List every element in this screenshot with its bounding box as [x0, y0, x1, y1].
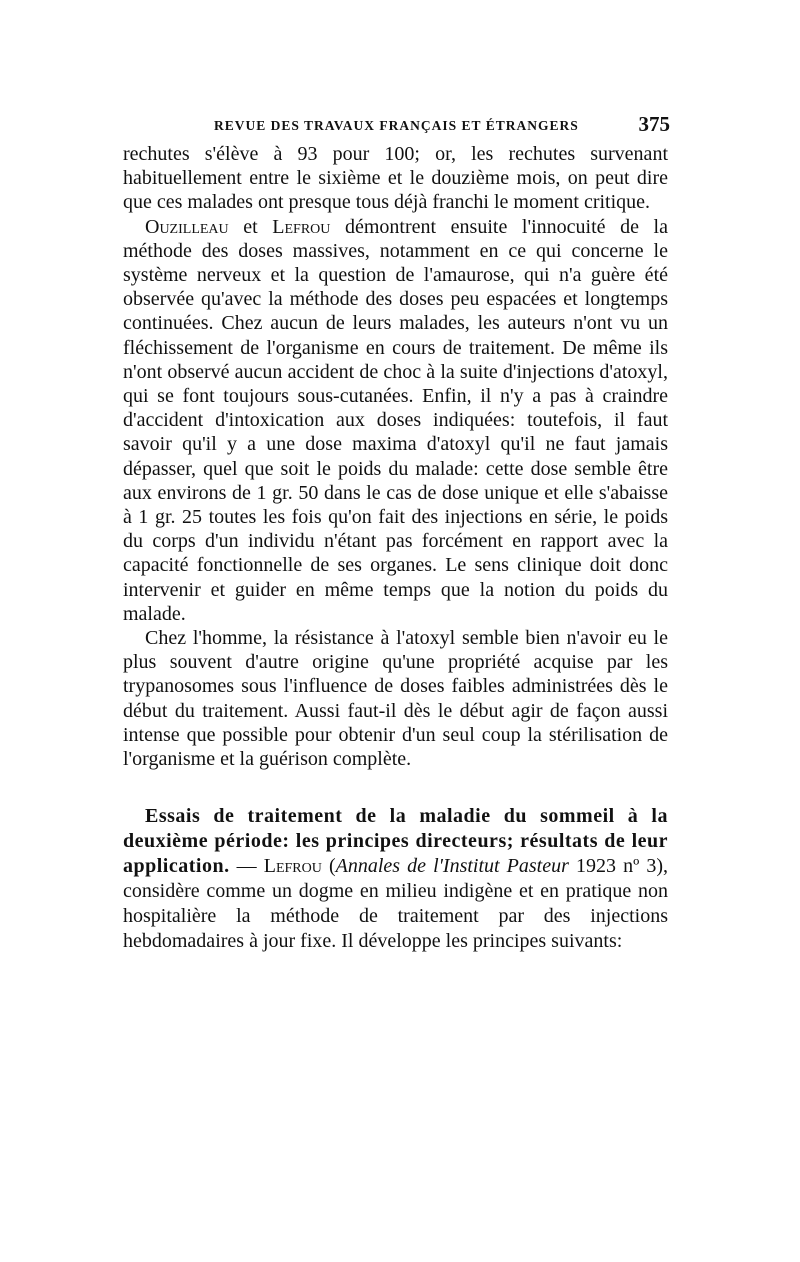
- section-citation-text: 1923 nº 3), considère comme un dogme en milieu indigène et en pratique non hospitalière la méthode de traitement par des injections hebdomadaires à jour fixe. Il développe les principes suivants:: [123, 855, 669, 953]
- page-number: 375: [638, 112, 670, 136]
- section-title: Essais de traitement de la maladie du sommeil à la deuxième période: les principes directeurs; résultats de leur application.: [123, 805, 668, 878]
- paragraph-innocuity-text: démontrent ensuite l'innocuité de la méthode des doses massives, notamment en ce qui concerne le système nerveux et la question de l'amaurose, qui n'a guère été observée qu'avec la méthode des doses peu espacées et longtemps continuées. Chez aucun de leurs malades, les auteurs n'ont vu un fléchissement de l'organisme en cours de traitement. De même ils n'ont observé aucun accident de choc à la suite d'injections d'atoxyl, qui se font toujours sous-cutanées. Enfin, il n'y a pas à craindre d'accident d'intoxication aux doses indiquées: toutefois, il faut savoir qu'il y a une dose maxima d'atoxyl qu'il ne faut jamais dépasser, quel que soit le poids du malade: cette dose semble être aux environs de 1 gr. 50 dans le cas de dose unique et elle s'abaisse à 1 gr. 25 toutes les fois qu'on fait des injections en série, le poids du corps d'un individu n'étant pas forcément en rapport avec la capacité fonctionnelle de ses organes. Le sens clinique doit donc intervenir et guider en même temps que la notion du poids du malade.: [123, 215, 668, 625]
- paragraph-innocuity: [123, 215, 668, 626]
- author-ouzilleau: Ouzilleau: [145, 215, 229, 238]
- section-open-paren: (: [321, 855, 336, 878]
- body-text: [123, 142, 668, 954]
- journal-title: Annales de l'Institut Pasteur: [335, 855, 569, 878]
- connector-text: et: [228, 215, 273, 238]
- paragraph-continuation: rechutes s'élève à 93 pour 100; or, les rechutes survenant habituellement entre le sixième et le douzième mois, on peut dire que ces malades ont presque tous déjà franchi le moment critique.: [123, 143, 668, 214]
- section-author: Lefrou: [263, 855, 322, 878]
- section-entry: [123, 804, 668, 954]
- section-dash: —: [229, 855, 264, 878]
- running-head: REVUE DES TRAVAUX FRANÇAIS ET ÉTRANGERS: [214, 118, 579, 133]
- author-lefrou: Lefrou: [272, 215, 331, 238]
- paragraph-resistance: Chez l'homme, la résistance à l'atoxyl semble bien n'avoir eu le plus souvent d'autre origine qu'une propriété acquise par les trypanosomes sous l'influence de doses faibles administrées dès le début du traitement. Aussi faut-il dès le début agir de façon aussi intense que possible pour obtenir d'un seul coup la stérilisation de l'organisme et la guérison complète.: [123, 627, 668, 771]
- section-gap: [123, 771, 668, 804]
